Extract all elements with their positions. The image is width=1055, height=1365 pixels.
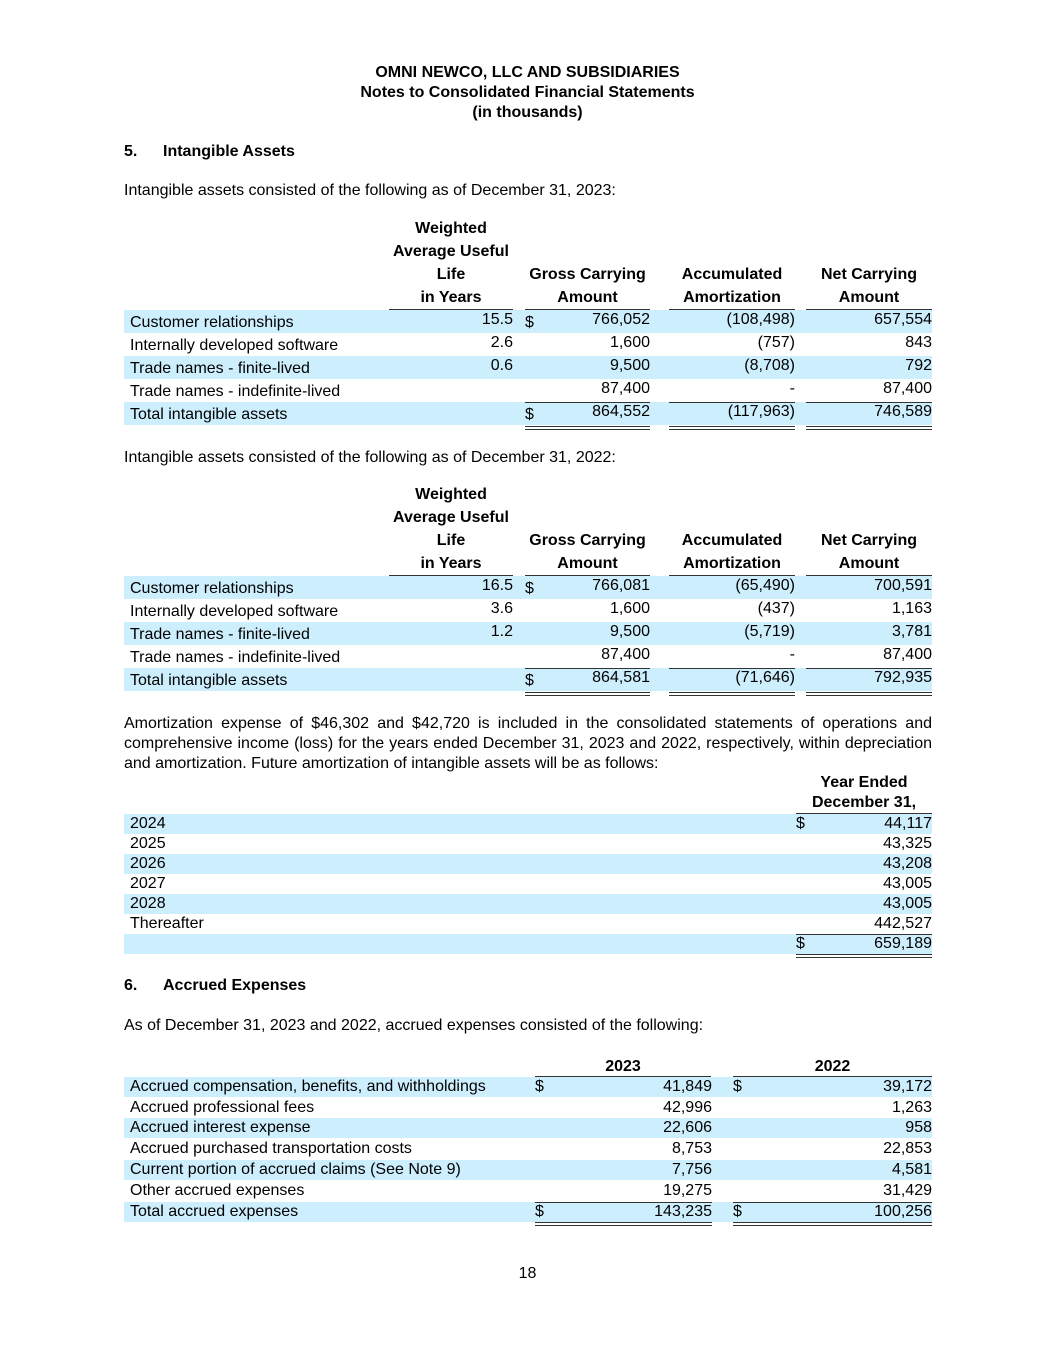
table-total-row: $ 659,189	[124, 934, 932, 954]
currency-symbol: $	[796, 815, 805, 832]
col-header-accumulated-amortization: Accumulated Amortization	[669, 529, 795, 576]
col-header-net-carrying: Net Carrying Amount	[806, 529, 932, 576]
accrued-intro: As of December 31, 2023 and 2022, accrued expenses consisted of the following:	[124, 1017, 704, 1034]
table-row: Trade names - finite-lived 1.2 9,500 (5,719) 3,781	[124, 622, 932, 645]
table-row: Customer relationships 15.5 $ 766,052 (108,498) 657,554	[124, 310, 932, 333]
table-row: Trade names - finite-lived 0.6 9,500 (8,708) 792	[124, 356, 932, 379]
col-header-useful-life: Weighted Average Useful Life in Years	[389, 483, 513, 576]
table-row: Trade names - indefinite-lived 87,400 - 87,400	[130, 646, 932, 666]
currency-symbol: $	[525, 672, 534, 689]
table-row: Trade names - indefinite-lived 87,400 - 87,400	[130, 380, 932, 400]
section-heading-intangible-assets	[124, 143, 295, 161]
section-title: Accrued Expenses	[163, 977, 307, 994]
currency-symbol: $	[796, 935, 805, 952]
company-name: OMNI NEWCO, LLC AND SUBSIDIARIES	[375, 64, 680, 81]
amortization-paragraph: Amortization expense of $46,302 and $42,720 is included in the consolidated statements of operations and comprehensive income (loss) for the years ended December 31, 2023 and 2022, respectively, within depreciation and amortization. Future amortization of intangible assets will be as follows:	[124, 715, 932, 772]
currency-symbol: $	[535, 1078, 544, 1095]
section-title: Intangible Assets	[163, 143, 295, 160]
table-row: 2028 43,005	[124, 894, 932, 914]
col-header-2022: 2022	[733, 1057, 932, 1077]
table-row: Other accrued expenses 19,275 31,429	[130, 1182, 932, 1199]
section-heading-accrued-expenses	[124, 977, 306, 995]
col-header-gross-carrying: Gross Carrying Amount	[525, 263, 650, 310]
col-header-gross-carrying: Gross Carrying Amount	[525, 529, 650, 576]
currency-symbol: $	[525, 314, 534, 331]
section-number: 5.	[124, 143, 138, 160]
currency-symbol: $	[525, 406, 534, 423]
col-header-accumulated-amortization: Accumulated Amortization	[669, 263, 795, 310]
table-header	[124, 222, 932, 310]
currency-symbol: $	[525, 580, 534, 597]
table-row: Accrued professional fees 42,996 1,263	[130, 1099, 932, 1116]
table-row: Internally developed software 2.6 1,600 (757) 843	[130, 334, 932, 354]
table-total-row: Total intangible assets $ 864,552 (117,963) 746,589	[124, 402, 932, 425]
intangible-assets-table-2023	[124, 222, 932, 425]
units-note: (in thousands)	[472, 104, 583, 121]
table-row: Accrued interest expense 22,606 958	[124, 1118, 932, 1138]
currency-symbol: $	[733, 1203, 742, 1220]
table-total-row: Total accrued expenses $ 143,235 $ 100,256	[124, 1202, 932, 1222]
intro-2023: Intangible assets consisted of the following as of December 31, 2023:	[124, 182, 616, 199]
table-row: 2024 $ 44,117	[124, 814, 932, 834]
table-row: 2026 43,208	[124, 854, 932, 874]
table-row: Current portion of accrued claims (See Note 9) 7,756 4,581	[124, 1160, 932, 1180]
table-row: Accrued purchased transportation costs 8,753 22,853	[130, 1140, 932, 1157]
table-row: 2025 43,325	[130, 835, 932, 852]
table-row: Accrued compensation, benefits, and withholdings $ 41,849 $ 39,172	[124, 1077, 932, 1097]
table-row: Thereafter 442,527	[130, 915, 932, 932]
col-header-net-carrying: Net Carrying Amount	[806, 263, 932, 310]
col-header-useful-life: Weighted Average Useful Life in Years	[389, 217, 513, 310]
table-row: Customer relationships 16.5 $ 766,081 (65,490) 700,591	[124, 576, 932, 599]
intangible-assets-table-2022	[124, 488, 932, 691]
currency-symbol: $	[733, 1078, 742, 1095]
table-row: Internally developed software 3.6 1,600 (437) 1,163	[130, 600, 932, 620]
section-number: 6.	[124, 977, 138, 994]
table-total-row: Total intangible assets $ 864,581 (71,646) 792,935	[124, 668, 932, 691]
col-header-2023: 2023	[535, 1057, 711, 1077]
document-subtitle: Notes to Consolidated Financial Statements	[360, 84, 695, 101]
table-header	[124, 488, 932, 576]
page-number: 18	[518, 1265, 537, 1282]
col-header-year-ended: Year Ended December 31,	[796, 773, 932, 814]
table-row: 2027 43,005	[130, 875, 932, 892]
intro-2022: Intangible assets consisted of the following as of December 31, 2022:	[124, 449, 616, 466]
currency-symbol: $	[535, 1203, 544, 1220]
